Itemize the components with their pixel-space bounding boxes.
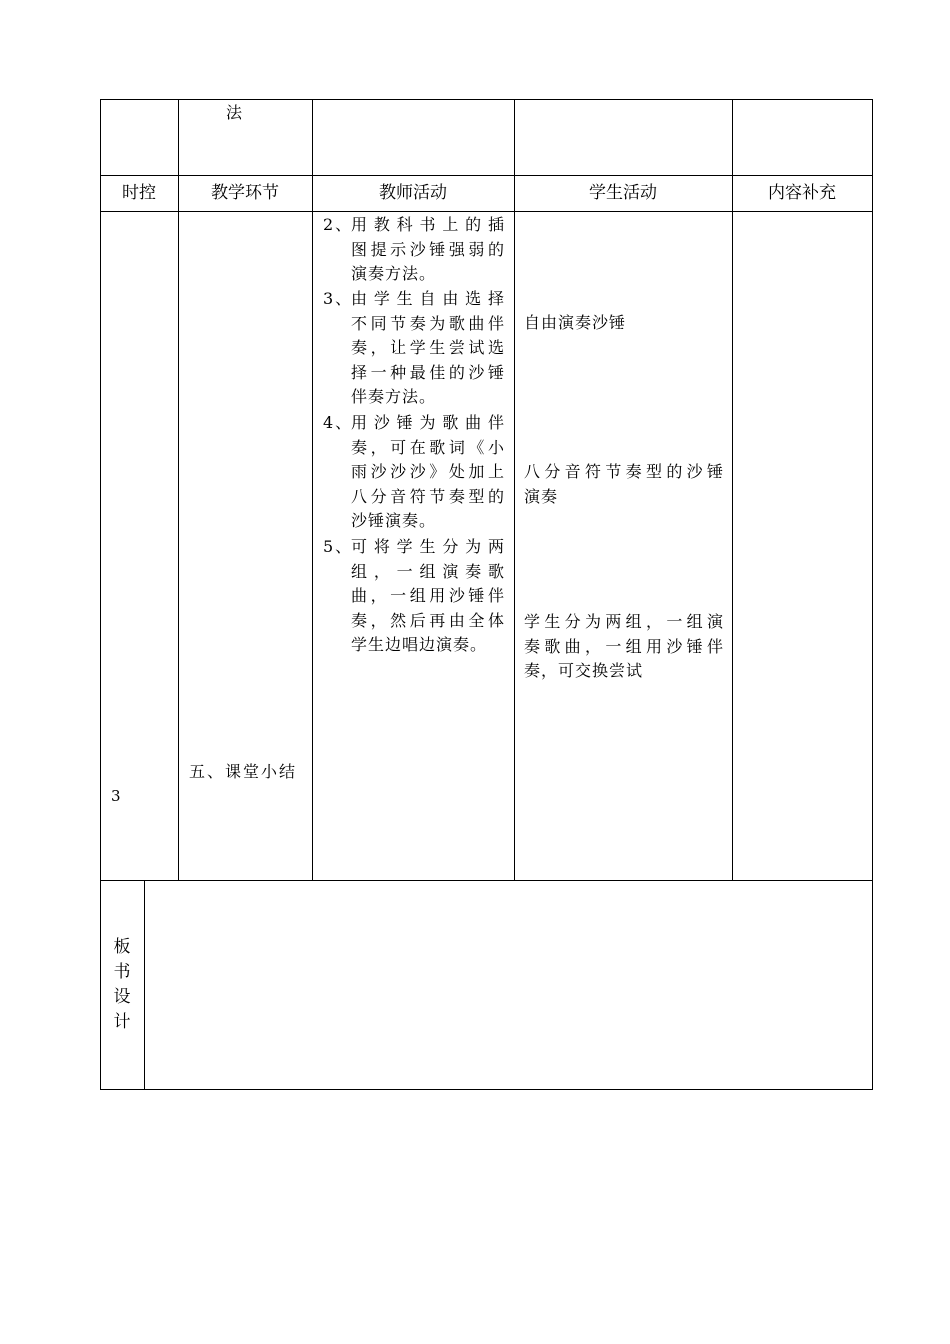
board-label-char: 书	[113, 962, 131, 982]
table-border-bottom	[100, 1089, 873, 1090]
teacher-item-line: 不同节奏为歌曲伴	[351, 313, 505, 333]
teacher-item-line: 雨沙沙沙》处加上	[351, 462, 505, 482]
teacher-item-line: 奏，然后再由全体	[351, 610, 505, 630]
method-tail-text: 法	[226, 103, 245, 122]
column-divider-stage	[312, 99, 313, 881]
student-activity-line: 学生分为两组，一组演	[524, 612, 724, 631]
teacher-item-4	[323, 411, 505, 534]
student-activity-line: 八分音符节奏型的沙锤	[524, 462, 724, 481]
body-row-bottom-line	[100, 880, 873, 881]
teacher-item-line: 八分音符节奏型的	[351, 486, 505, 506]
teacher-item-line: 图提示沙锤强弱的	[351, 239, 505, 259]
header-row-bottom-line	[100, 211, 873, 212]
student-activity-1	[524, 311, 724, 336]
table-border-right	[872, 99, 873, 1090]
teacher-item-line: 奏，让学生尝试选	[351, 338, 505, 358]
column-divider-student	[732, 99, 733, 881]
student-activity-2	[524, 460, 724, 509]
teacher-item-number: 5、	[323, 537, 354, 556]
header-time: 时控	[122, 183, 156, 203]
teacher-item-2	[323, 213, 505, 287]
student-activity-line: 奏歌曲，一组用沙锤伴	[524, 636, 724, 656]
teacher-item-line: 择一种最佳的沙锤	[351, 362, 505, 382]
board-label-char: 设	[113, 987, 131, 1007]
teacher-item-line: 用沙锤为歌曲伴	[351, 413, 505, 432]
teacher-item-number: 4、	[323, 413, 354, 432]
column-divider-teacher	[514, 99, 515, 881]
header-supplement: 内容补充	[768, 183, 836, 203]
student-activity-3	[524, 610, 724, 684]
teacher-item-line: 用教科书上的插	[351, 215, 505, 234]
stage-summary: 五、课堂小结	[189, 762, 298, 781]
teacher-item-line: 组，一组演奏歌	[351, 561, 505, 581]
time-value: 3	[111, 787, 121, 805]
teacher-item-line: 奏，可在歌词《小	[351, 437, 505, 457]
board-label-char: 计	[113, 1012, 131, 1032]
teacher-item-3	[323, 287, 505, 410]
student-activity-line: 自由演奏沙锤	[524, 313, 627, 332]
teacher-item-line: 曲，一组用沙锤伴	[351, 586, 505, 606]
teacher-item-line: 可将学生分为两	[351, 537, 505, 556]
header-row-top-line	[100, 175, 873, 176]
column-divider-time	[178, 99, 179, 881]
header-teacher-activity: 教师活动	[379, 183, 447, 203]
teacher-item-line: 演奏方法。	[351, 264, 437, 284]
teacher-item-line: 沙锤演奏。	[351, 511, 437, 531]
header-student-activity: 学生活动	[589, 183, 657, 203]
table-border-top	[100, 99, 873, 100]
student-activity-line: 演奏	[524, 486, 559, 506]
board-label-char: 板	[113, 937, 131, 957]
teacher-item-5	[323, 535, 505, 658]
table-border-left	[100, 99, 101, 1090]
student-activity-line: 奏，可交换尝试	[524, 661, 644, 681]
teacher-item-number: 3、	[323, 289, 354, 308]
teacher-item-line: 伴奏方法。	[351, 387, 437, 407]
teacher-item-line: 由学生自由选择	[351, 289, 505, 308]
board-design-label	[111, 935, 133, 1035]
board-label-divider	[144, 880, 145, 1090]
header-stage: 教学环节	[211, 183, 279, 203]
teacher-item-line: 学生边唱边演奏。	[351, 635, 488, 655]
teacher-item-number: 2、	[323, 215, 354, 234]
